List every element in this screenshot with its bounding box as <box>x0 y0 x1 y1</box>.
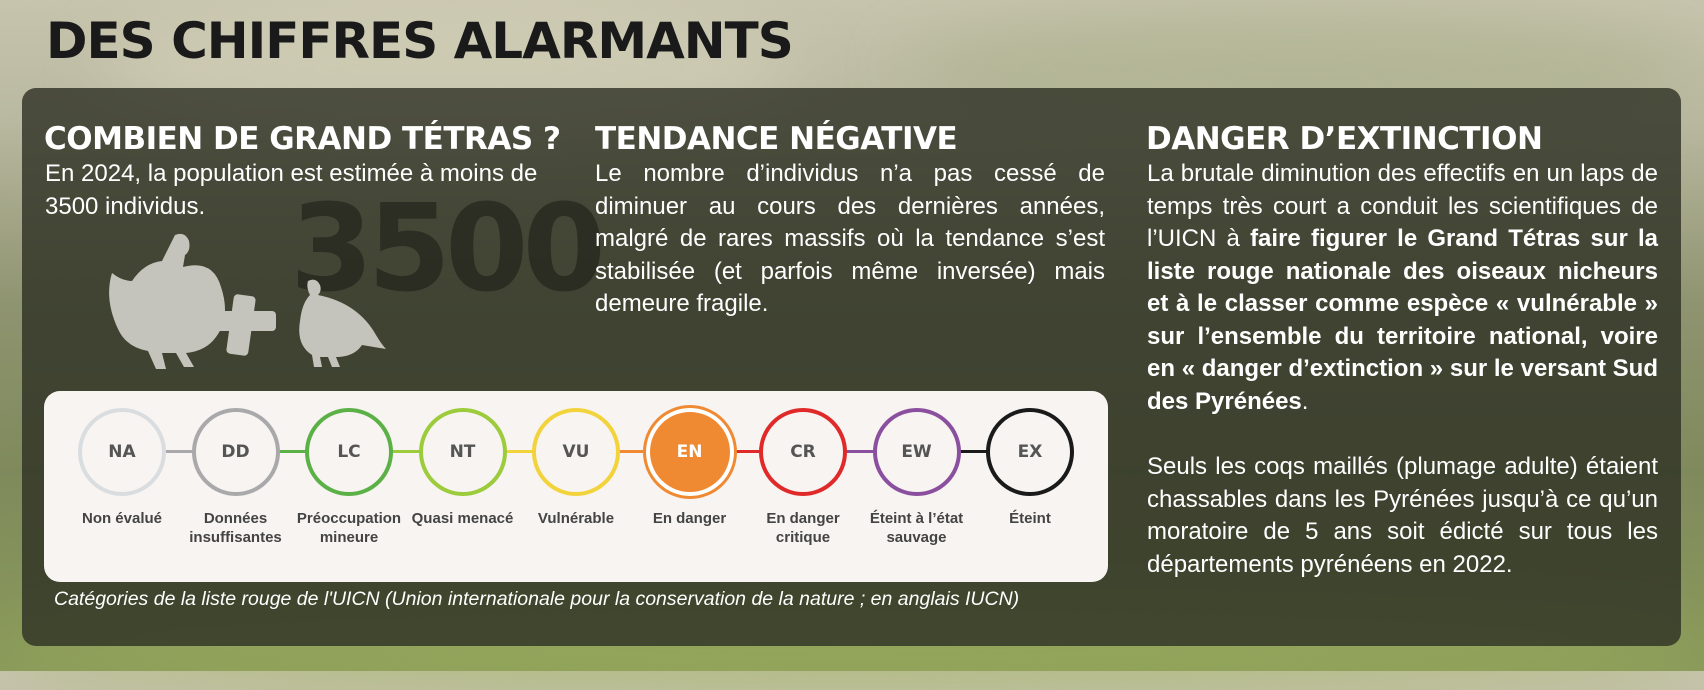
iucn-caption: Catégories de la liste rouge de l'UICN (Union internationale pour la conservation de la nature ; en anglais IUCN) <box>54 588 1020 610</box>
iucn-category-label: Éteint à l’état sauvage <box>869 510 964 546</box>
extinction-text-intro: La brutale diminution des effectifs en un laps de temps très court a conduit les scientifiques de l’UICN à <box>1147 160 1658 252</box>
iucn-category-label: Préoccupation mineure <box>296 510 402 546</box>
iucn-connector-line <box>845 450 875 453</box>
iucn-category-label: Éteint <box>1009 510 1051 527</box>
iucn-connector-line <box>164 450 194 453</box>
iucn-category-lc: LC <box>305 408 393 496</box>
iucn-connector-line <box>618 450 648 453</box>
iucn-category-label: Vulnérable <box>537 510 615 527</box>
iucn-connector-line <box>278 450 308 453</box>
page-title: DES CHIFFRES ALARMANTS <box>46 12 793 70</box>
iucn-connector-line <box>959 450 989 453</box>
extinction-text-highlight: faire figurer le Grand Tétras sur la liste rouge nationale des oiseaux nicheurs et à le classer comme espèce « vulnérable » sur l’ensemble du territoire national, voire en « danger d’extinction » sur le versant Sud des Pyrénées <box>1147 225 1658 415</box>
extinction-text <box>1147 158 1658 418</box>
grouse-silhouettes-icon <box>80 225 410 375</box>
iucn-category-ew: EW <box>873 408 961 496</box>
iucn-connector-line <box>505 450 535 453</box>
iucn-category-na: NA <box>78 408 166 496</box>
iucn-category-label: Non évalué <box>81 510 163 527</box>
iucn-category-dd: DD <box>192 408 280 496</box>
extinction-heading: DANGER D’EXTINCTION <box>1146 121 1543 157</box>
iucn-connector-line <box>732 450 762 453</box>
population-heading: COMBIEN DE GRAND TÉTRAS ? <box>44 121 561 157</box>
iucn-category-ex: EX <box>986 408 1074 496</box>
iucn-category-label: En danger <box>652 510 727 527</box>
trend-heading: TENDANCE NÉGATIVE <box>595 121 958 157</box>
iucn-scale-card <box>44 391 1108 582</box>
iucn-category-label: Données insuffisantes <box>189 510 282 546</box>
iucn-category-nt: NT <box>419 408 507 496</box>
iucn-category-label: Quasi menacé <box>411 510 514 527</box>
hunting-text: Seuls les coqs maillés (plumage adulte) étaient chassables dans les Pyrénées jusqu’à ce qu’un moratoire de 5 ans soit édicté sur tous les départements pyrénéens en 2022. <box>1147 453 1658 578</box>
iucn-category-label: En danger critique <box>766 510 840 546</box>
iucn-category-en: EN <box>646 408 734 496</box>
extinction-text-period: . <box>1301 387 1309 415</box>
iucn-connector-line <box>391 450 421 453</box>
population-big-number: 3500 <box>290 180 600 319</box>
population-text: En 2024, la population est estimée à moins de 3500 individus. <box>45 160 538 220</box>
iucn-category-vu: VU <box>532 408 620 496</box>
iucn-category-cr: CR <box>759 408 847 496</box>
trend-text: Le nombre d’individus n’a pas cessé de diminuer au cours des dernières années, malgré de rares massifs où la tendance s’est stabilisée (et parfois même inversée) mais demeure fragile. <box>595 160 1105 317</box>
